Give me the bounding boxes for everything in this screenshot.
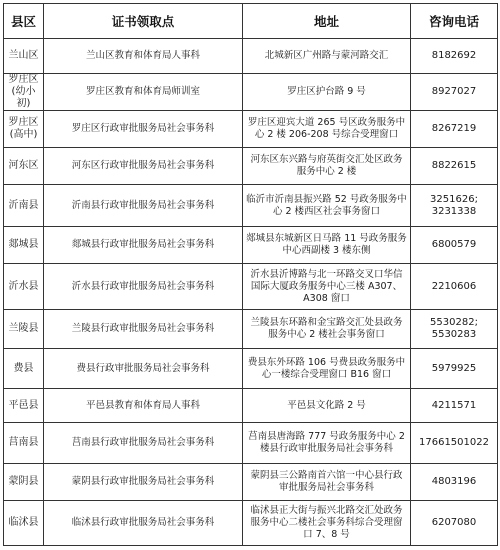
cell-address: 沂水县沂博路与北一环路交叉口华信国际大厦政务服务中心三楼 A307、A308 窗口: [243, 264, 411, 310]
cell-county: 费县: [4, 349, 44, 389]
cell-office: 郯城县行政审批服务局社会事务科: [44, 227, 243, 264]
cell-address: 临沂市沂南县振兴路 52 号政务服务中心 2 楼西区社会事务窗口: [243, 185, 411, 227]
table-row: [4, 264, 498, 310]
cell-address: 北城新区广州路与蒙河路交汇: [243, 39, 411, 74]
cell-phone: 5979925: [411, 349, 498, 389]
cell-phone: 8267219: [411, 111, 498, 148]
cell-address: 费县东外环路 106 号费县政务服务中心一楼综合受理窗口 B16 窗口: [243, 349, 411, 389]
cell-phone: 17661501022: [411, 423, 498, 464]
header-county: 县区: [4, 4, 44, 39]
cell-office: 罗庄区行政审批服务局社会事务科: [44, 111, 243, 148]
cell-phone: 5530282; 5530283: [411, 310, 498, 349]
table-row: [4, 227, 498, 264]
cell-phone: 4803196: [411, 464, 498, 501]
cell-office: 费县行政审批服务局社会事务科: [44, 349, 243, 389]
cell-county: 郯城县: [4, 227, 44, 264]
cell-phone: 8822615: [411, 148, 498, 185]
table-row: [4, 464, 498, 501]
cell-office: 平邑县教育和体育局人事科: [44, 389, 243, 423]
cell-phone: 2210606: [411, 264, 498, 310]
cell-address: 罗庄区护台路 9 号: [243, 74, 411, 111]
cell-address: 蒙阴县三公路南首六馆一中心县行政审批服务局社会事务科: [243, 464, 411, 501]
cell-office: 沂水县行政审批服务局社会事务科: [44, 264, 243, 310]
cell-county: 兰陵县: [4, 310, 44, 349]
cell-address: 郯城县东城新区日马路 11 号政务服务中心西副楼 3 楼东侧: [243, 227, 411, 264]
table-row: [4, 501, 498, 546]
table-row: [4, 74, 498, 111]
cell-office: 莒南县行政审批服务局社会事务科: [44, 423, 243, 464]
cell-office: 河东区行政审批服务局社会事务科: [44, 148, 243, 185]
cell-address: 平邑县文化路 2 号: [243, 389, 411, 423]
cell-county: 蒙阴县: [4, 464, 44, 501]
header-row: [4, 4, 498, 39]
table-row: [4, 349, 498, 389]
document-page: [3, 3, 497, 547]
header-address: 地址: [243, 4, 411, 39]
cell-phone: 4211571: [411, 389, 498, 423]
cell-county: 平邑县: [4, 389, 44, 423]
cell-office: 兰山区教育和体育局人事科: [44, 39, 243, 74]
cell-address: 罗庄区迎宾大道 265 号区政务服务中心 2 楼 206-208 号综合受理窗口: [243, 111, 411, 148]
table-row: [4, 185, 498, 227]
cell-phone: 6207080: [411, 501, 498, 546]
cell-county: 沂南县: [4, 185, 44, 227]
cell-county: 罗庄区(幼小初): [4, 74, 44, 111]
cell-office: 罗庄区教育和体育局师训室: [44, 74, 243, 111]
certificate-pickup-table: [3, 3, 498, 546]
cell-office: 蒙阴县行政审批服务局社会事务科: [44, 464, 243, 501]
cell-phone: 3251626; 3231338: [411, 185, 498, 227]
cell-phone: 8927027: [411, 74, 498, 111]
header-office: 证书领取点: [44, 4, 243, 39]
table-row: [4, 111, 498, 148]
table-row: [4, 389, 498, 423]
cell-phone: 8182692: [411, 39, 498, 74]
cell-county: 沂水县: [4, 264, 44, 310]
cell-address: 兰陵县东环路和金宝路交汇处县政务服务中心 2 楼社会事务窗口: [243, 310, 411, 349]
table-row: [4, 148, 498, 185]
cell-address: 莒南县唐海路 777 号政务服务中心 2 楼县行政审批服务局社会事务科: [243, 423, 411, 464]
cell-county: 莒南县: [4, 423, 44, 464]
table-row: [4, 310, 498, 349]
header-phone: 咨询电话: [411, 4, 498, 39]
table-row: [4, 423, 498, 464]
table-row: [4, 39, 498, 74]
cell-office: 临沭县行政审批服务局社会事务科: [44, 501, 243, 546]
cell-county: 河东区: [4, 148, 44, 185]
cell-address: 临沭县正大街与振兴北路交汇处政务服务中心二楼社会事务科综合受理窗口 7、8 号: [243, 501, 411, 546]
cell-office: 沂南县行政审批服务局社会事务科: [44, 185, 243, 227]
cell-county: 罗庄区(高中): [4, 111, 44, 148]
cell-office: 兰陵县行政审批服务局社会事务科: [44, 310, 243, 349]
cell-county: 临沭县: [4, 501, 44, 546]
cell-phone: 6800579: [411, 227, 498, 264]
cell-county: 兰山区: [4, 39, 44, 74]
cell-address: 河东区东兴路与府英街交汇处区政务服务中心 2 楼: [243, 148, 411, 185]
